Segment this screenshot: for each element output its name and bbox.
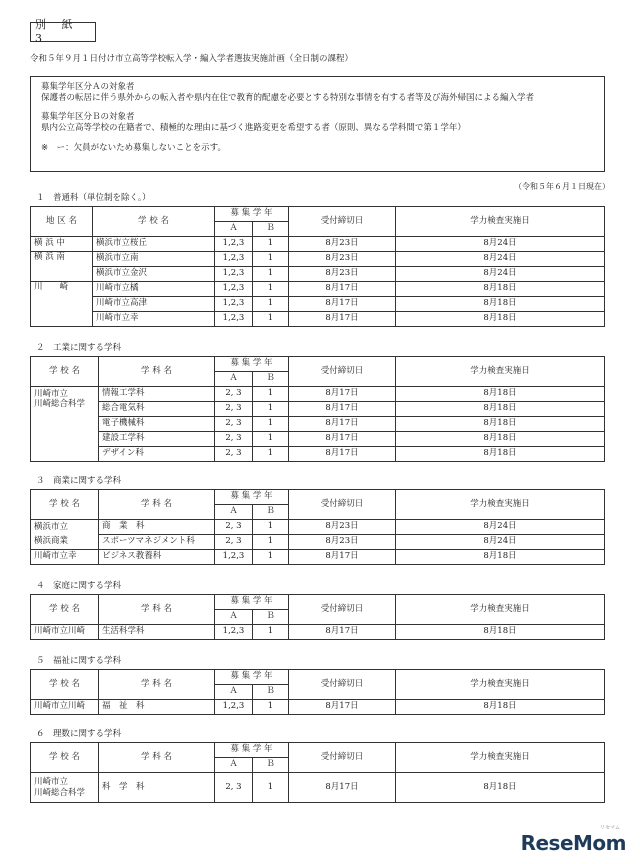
welfare-table	[30, 669, 605, 715]
table-row	[31, 624, 605, 639]
header-district: 地 区 名	[31, 206, 93, 236]
school-cell: 川崎市立幸	[31, 549, 99, 564]
exam-cell: 8月18日	[396, 416, 605, 431]
header-grade: 募 集 学 年	[215, 742, 289, 757]
section-heading: ５ 福祉に関する学科	[36, 656, 122, 666]
table-row	[31, 416, 605, 431]
grade-a-cell: 1,2,3	[215, 266, 253, 281]
header-a: Ａ	[215, 757, 253, 772]
school-cell: 横浜市立南	[93, 251, 215, 266]
exam-cell: 8月24日	[396, 251, 605, 266]
grade-b-cell: 1	[253, 519, 289, 534]
deadline-cell: 8月17日	[289, 311, 396, 326]
deadline-cell: 8月23日	[289, 251, 396, 266]
exam-cell: 8月18日	[396, 401, 605, 416]
section-science	[30, 729, 605, 803]
header-school: 学 校 名	[31, 594, 99, 624]
header-exam: 学力検査実施日	[396, 669, 605, 699]
commerce-table	[30, 489, 605, 565]
deadline-cell: 8月17日	[289, 549, 396, 564]
exam-cell: 8月18日	[396, 281, 605, 296]
header-grade: 募 集 学 年	[215, 489, 289, 504]
header-department: 学 科 名	[99, 669, 215, 699]
grade-b-cell: 1	[253, 446, 289, 461]
header-b: Ｂ	[253, 504, 289, 519]
grade-a-cell: 1,2,3	[215, 699, 253, 714]
grade-b-cell: 1	[253, 236, 289, 251]
department-cell: 福 祉 科	[99, 699, 215, 714]
header-b: Ｂ	[253, 609, 289, 624]
school-line-2: 川崎総合科学	[34, 399, 86, 410]
doc-label: 別 紙 3	[30, 22, 96, 42]
school-cell: 川崎市立高津	[93, 296, 215, 311]
exam-cell: 8月24日	[396, 236, 605, 251]
header-a: Ａ	[215, 504, 253, 519]
exam-cell: 8月18日	[396, 296, 605, 311]
department-cell: 電子機械科	[99, 416, 215, 431]
deadline-cell: 8月23日	[289, 519, 396, 534]
exam-cell: 8月18日	[396, 624, 605, 639]
school-cell: 川崎市立川崎	[31, 624, 99, 639]
district-cell: 横 浜 南	[31, 251, 93, 281]
header-deadline: 受付締切日	[289, 489, 396, 519]
deadline-cell: 8月17日	[289, 401, 396, 416]
deadline-cell: 8月17日	[289, 281, 396, 296]
grade-a-cell: 2, 3	[215, 401, 253, 416]
grade-b-cell: 1	[253, 534, 289, 549]
grade-a-cell: 1,2,3	[215, 251, 253, 266]
deadline-cell: 8月23日	[289, 236, 396, 251]
deadline-cell: 8月17日	[289, 431, 396, 446]
grade-a-cell: 2, 3	[215, 534, 253, 549]
grade-b-cell: 1	[253, 281, 289, 296]
section-home	[30, 581, 605, 640]
header-grade: 募 集 学 年	[215, 594, 289, 609]
header-grade: 募 集 学 年	[215, 206, 289, 221]
header-school: 学 校 名	[31, 489, 99, 519]
grade-b-cell: 1	[253, 251, 289, 266]
header-b: Ｂ	[253, 757, 289, 772]
header-a: Ａ	[215, 371, 253, 386]
header-exam: 学力検査実施日	[396, 356, 605, 386]
header-deadline: 受付締切日	[289, 742, 396, 772]
table-row	[31, 772, 605, 802]
header-grade: 募 集 学 年	[215, 669, 289, 684]
grade-b-cell: 1	[253, 266, 289, 281]
section-commerce	[30, 476, 605, 565]
grade-b-cell: 1	[253, 549, 289, 564]
grade-b-cell: 1	[253, 401, 289, 416]
school-cell	[31, 772, 99, 802]
grade-a-cell: 2, 3	[215, 431, 253, 446]
grade-b-cell: 1	[253, 416, 289, 431]
header-grade: 募 集 学 年	[215, 356, 289, 371]
table-row	[31, 296, 605, 311]
section-heading: ４ 家庭に関する学科	[36, 581, 122, 591]
table-row	[31, 266, 605, 281]
resemom-watermark	[520, 825, 626, 856]
header-school: 学 校 名	[31, 669, 99, 699]
grade-b-cell: 1	[253, 296, 289, 311]
department-cell: 総合電気科	[99, 401, 215, 416]
exam-cell: 8月18日	[396, 386, 605, 401]
grade-b-cell: 1	[253, 772, 289, 802]
header-school: 学 校 名	[93, 206, 215, 236]
grade-a-cell: 1,2,3	[215, 549, 253, 564]
brand-name: ReseMom	[520, 831, 626, 855]
exam-cell: 8月24日	[396, 534, 605, 549]
department-cell: 情報工学科	[99, 386, 215, 401]
grade-a-cell: 2, 3	[215, 519, 253, 534]
header-deadline: 受付締切日	[289, 206, 396, 236]
header-exam: 学力検査実施日	[396, 206, 605, 236]
table-row	[31, 549, 605, 564]
grade-a-cell: 2, 3	[215, 416, 253, 431]
grade-a-cell: 1,2,3	[215, 311, 253, 326]
table-row	[31, 534, 605, 549]
grade-a-cell: 1,2,3	[215, 624, 253, 639]
note-b-body: 県内公立高等学校の在籍者で、積極的な理由に基づく進路変更を希望する者（原則、異なる学科間で第１学年）	[41, 122, 466, 133]
header-school: 学 校 名	[31, 742, 99, 772]
header-department: 学 科 名	[99, 489, 215, 519]
doc-title: 令和５年９月１日付け市立高等学校転入学・編入学者選抜実施計画（全日制の課程）	[30, 54, 354, 64]
table-row	[31, 236, 605, 251]
exam-cell: 8月18日	[396, 446, 605, 461]
notes-box	[30, 76, 605, 172]
industry-table	[30, 356, 605, 462]
school-cell: 川崎市立川崎	[31, 699, 99, 714]
as-of-date: （令和５年６月１日現在）	[514, 182, 610, 191]
section-heading: ６ 理数に関する学科	[36, 729, 122, 739]
header-department: 学 科 名	[99, 356, 215, 386]
header-exam: 学力検査実施日	[396, 489, 605, 519]
exam-cell: 8月24日	[396, 519, 605, 534]
department-cell: デザイン科	[99, 446, 215, 461]
brand-small: リセマム	[600, 825, 620, 831]
section-heading: ３ 商業に関する学科	[36, 476, 122, 486]
deadline-cell: 8月17日	[289, 386, 396, 401]
grade-b-cell: 1	[253, 431, 289, 446]
deadline-cell: 8月23日	[289, 266, 396, 281]
table-row	[31, 311, 605, 326]
exam-cell: 8月18日	[396, 772, 605, 802]
exam-cell: 8月18日	[396, 699, 605, 714]
school-line-2: 川崎総合科学	[34, 787, 86, 798]
header-b: Ｂ	[253, 221, 289, 236]
grade-b-cell: 1	[253, 624, 289, 639]
grade-a-cell: 2, 3	[215, 386, 253, 401]
section-general	[30, 193, 605, 327]
header-exam: 学力検査実施日	[396, 742, 605, 772]
department-cell: ビジネス教養科	[99, 549, 215, 564]
header-department: 学 科 名	[99, 594, 215, 624]
table-row	[31, 386, 605, 401]
department-cell: 科 学 科	[99, 772, 215, 802]
deadline-cell: 8月17日	[289, 624, 396, 639]
note-b-title: 募集学年区分Ｂの対象者	[41, 112, 135, 123]
grade-a-cell: 2, 3	[215, 446, 253, 461]
exam-cell: 8月18日	[396, 431, 605, 446]
school-cell: 川崎市立幸	[93, 311, 215, 326]
table-row	[31, 431, 605, 446]
grade-a-cell: 1,2,3	[215, 281, 253, 296]
table-row	[31, 281, 605, 296]
table-row	[31, 251, 605, 266]
school-cell	[31, 386, 99, 461]
deadline-cell: 8月17日	[289, 416, 396, 431]
department-cell: スポーツマネジメント科	[99, 534, 215, 549]
department-cell: 建設工学科	[99, 431, 215, 446]
section-heading: ２ 工業に関する学科	[36, 343, 122, 353]
section-welfare	[30, 656, 605, 715]
header-a: Ａ	[215, 609, 253, 624]
science-table	[30, 742, 605, 803]
grade-a-cell: 1,2,3	[215, 296, 253, 311]
deadline-cell: 8月17日	[289, 446, 396, 461]
header-school: 学 校 名	[31, 356, 99, 386]
school-cell: 横浜商業	[31, 534, 99, 549]
header-b: Ｂ	[253, 371, 289, 386]
school-line-1: 川崎市立	[34, 777, 69, 787]
header-exam: 学力検査実施日	[396, 594, 605, 624]
district-cell: 横 浜 中	[31, 236, 93, 251]
deadline-cell: 8月17日	[289, 772, 396, 802]
grade-a-cell: 1,2,3	[215, 236, 253, 251]
header-a: Ａ	[215, 684, 253, 699]
header-b: Ｂ	[253, 684, 289, 699]
grade-a-cell: 2, 3	[215, 772, 253, 802]
department-cell: 生活科学科	[99, 624, 215, 639]
district-cell: 川 崎	[31, 281, 93, 326]
note-a-body: 保護者の転居に伴う県外からの転入者や県内在住で教育的配慮を必要とする特別な事情を有する者等及び海外帰国による編入学者	[41, 92, 535, 103]
general-table	[30, 206, 605, 327]
table-row	[31, 446, 605, 461]
deadline-cell: 8月23日	[289, 534, 396, 549]
home-table	[30, 594, 605, 640]
exam-cell: 8月18日	[396, 549, 605, 564]
section-heading: １ 普通科（単位制を除く。）	[36, 193, 151, 203]
section-industry	[30, 343, 605, 462]
header-department: 学 科 名	[99, 742, 215, 772]
header-deadline: 受付締切日	[289, 356, 396, 386]
grade-b-cell: 1	[253, 699, 289, 714]
table-row	[31, 519, 605, 534]
deadline-cell: 8月17日	[289, 296, 396, 311]
school-cell: 川崎市立橘	[93, 281, 215, 296]
table-row	[31, 401, 605, 416]
department-cell: 商 業 科	[99, 519, 215, 534]
exam-cell: 8月18日	[396, 311, 605, 326]
school-line-1: 川崎市立	[34, 388, 69, 399]
deadline-cell: 8月17日	[289, 699, 396, 714]
grade-b-cell: 1	[253, 311, 289, 326]
grade-b-cell: 1	[253, 386, 289, 401]
school-cell: 横浜市立金沢	[93, 266, 215, 281]
table-row	[31, 699, 605, 714]
school-cell: 横浜市立	[31, 519, 99, 534]
header-deadline: 受付締切日	[289, 669, 396, 699]
header-deadline: 受付締切日	[289, 594, 396, 624]
exam-cell: 8月24日	[396, 266, 605, 281]
school-cell: 横浜市立桜丘	[93, 236, 215, 251]
note-a-title: 募集学年区分Ａの対象者	[41, 82, 135, 92]
note-dash: ※ ー：欠員がないため募集しないことを示す。	[41, 142, 226, 153]
header-a: Ａ	[215, 221, 253, 236]
